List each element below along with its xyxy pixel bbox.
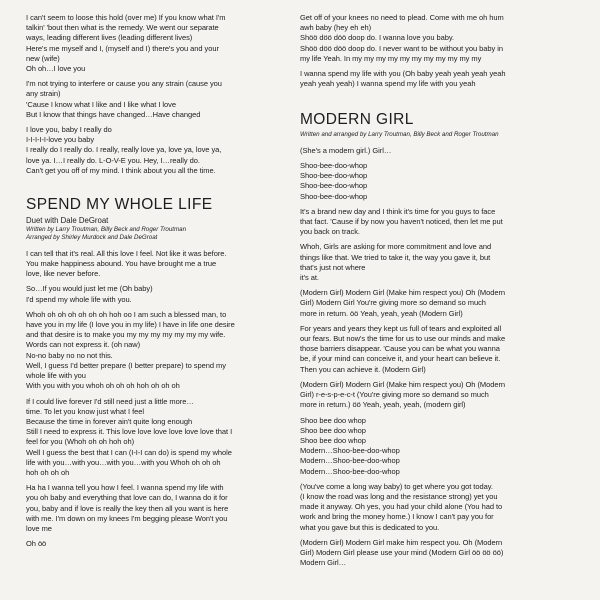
song-credits xyxy=(26,216,294,243)
written-arranged-credit: Written and arranged by Larry Troutman, Billy Beck and Roger Troutman xyxy=(300,131,499,139)
lyric-paragraph: Get off of your knees no need to plead. Come with me oh hum awh baby (hey eh eh) Shöö döö döö doop do. I wanna love you baby. Shöö döö döö doop do. I never want to be without you baby in my life Yeah. In my my my my my my my my my my my xyxy=(300,13,504,63)
lyric-paragraph: Oh öö xyxy=(26,539,47,549)
lyric-paragraph: If I could live forever I'd still need just a little more… time. To let you know just what I feel Because the time in forever ain't quite long enough Still I need to express it. This love love love love love love that I feel for you (Whoh oh oh hoh oh) Well I guess the best that I can (I-I-I can do) is spend my whole life with you…with you…with you…with you Whoh oh oh oh hoh oh oh oh xyxy=(26,396,233,477)
arranged-by-credit: Arranged by Shirley Murdock and Dale DeGroat xyxy=(26,234,158,242)
lyric-paragraph: (Modern Girl) Modern Girl (Make him respect you) Oh (Modern Girl) Modern Girl You're giving more so demand so much more in return. öö Yeah, yeah, yeah (Modern Girl) xyxy=(300,288,506,318)
lyric-paragraph: I love you, baby I really do I-I-I-I-I-love you baby I really do I really do. I really, really love ya, love ya, love ya, love ya. I…I really do. L-O-V-E you. Hey, I…really do. Can't get you off of my mind. I think about you all the time. xyxy=(26,125,222,175)
right-column xyxy=(300,13,578,573)
lyric-paragraph: Shoo-bee-doo-whop Shoo-bee-doo-whop Shoo-bee-doo-whop Shoo-bee-doo-whop xyxy=(300,161,368,201)
lyric-paragraph: (You've come a long way baby) to get where you got today. (I know the road was long and the resistance strong) yet you made it anyway. Oh yes, you had your child alone (You had to work and bring the money home.) I know I can't pay you for what you gave but this is dedicated to you. xyxy=(300,481,503,532)
written-by-credit: Written by Larry Troutman, Billy Beck and Roger Troutman xyxy=(26,226,187,234)
lyric-paragraph: I can tell that it's real. All this love I feel. Not like it was before. You make happiness abound. You have brought me a true love, like never before. xyxy=(26,248,227,279)
lyric-paragraph: Shoo bee doo whop Shoo bee doo whop Shoo bee doo whop Modern…Shoo-bee-doo-whop Modern…Shoo-bee-doo-whop Modern…Shoo-bee-doo-whop xyxy=(300,415,400,476)
lyric-paragraph: Whoh, Girls are asking for more commitment and love and things like that. We tried to take it, the way you gave it, but that's just not where it's at. xyxy=(300,242,492,283)
lyric-paragraph: (Modern Girl) Modern Girl (Make him respect you) Oh (Modern Girl) r-e-s-p-e-c-t (You're giving more so demand so much more in return.) öö Yeah, yeah, yeah, (modern girl) xyxy=(300,379,506,410)
lyric-paragraph: (She's a modern girl.) Girl… xyxy=(300,145,392,155)
lyric-paragraph: (Modern Girl) Modern Girl make him respect you. Oh (Modern Girl) Modern Girl please use your mind (Modern Girl öö öö öö) Modern Girl… xyxy=(300,537,504,568)
lyric-paragraph: I wanna spend my life with you (Oh baby yeah yeah yeah yeah yeah yeah yeah) I wanna spend my life with you yeah xyxy=(300,69,506,89)
lyric-paragraph: It's a brand new day and I think it's time for you guys to face that fact. 'Cause if by now you haven't noticed, then let me put you back on track. xyxy=(300,206,503,237)
lyric-paragraph: Ha ha I wanna tell you how I feel. I wanna spend my life with you oh baby and everything that love can do, I wanna do it for you, baby and if love is really the key then all you want is here with me. I'm down on my knees I'm begging please Won't you love me xyxy=(26,483,229,533)
lyric-paragraph: Whoh oh oh oh oh oh oh hoh oo I am such a blessed man, to have you in my life (I love you in my life) I have in life one desire and that desire is to make you my my my my my my my wife. Words can not express it. (oh naw) No-no baby no no not this. Well, I guess I'd better prepare (I better prepare) to spend my whole life with you With you with you whoh oh oh oh hoh oh oh oh xyxy=(26,309,235,391)
lyric-paragraph: For years and years they kept us full of tears and exploited all our fears. But now's the time for us to use our minds and make those barriers disappear. 'Cause you can be what you wanna be, if your mind can conceive it, and your heart can believe it. Then you can achieve it. (Modern Girl) xyxy=(300,323,506,374)
song-subtitle: Duet with Dale DeGroat xyxy=(26,216,109,226)
lyric-paragraph: I can't seem to loose this hold (over me) If you know what I'm talkin' 'bout then what is the remedy. We went our separate ways, leading different lives (leading different lives) Here's me myself and I, (myself and I) there's you and your new (wife) Oh oh…I love you xyxy=(26,13,226,74)
lyric-paragraph: I'm not trying to interfere or cause you any strain (cause you any strain) 'Cause I know what I like and I like what I love But I know that things have changed…Have changed xyxy=(26,79,222,119)
song-credits xyxy=(300,131,578,139)
song-title: SPEND MY WHOLE LIFE xyxy=(26,196,213,214)
lyric-paragraph: So…If you would just let me (Oh baby) I'd spend my whole life with you. xyxy=(26,284,153,304)
song-title: MODERN GIRL xyxy=(300,111,414,129)
left-column xyxy=(26,13,294,554)
